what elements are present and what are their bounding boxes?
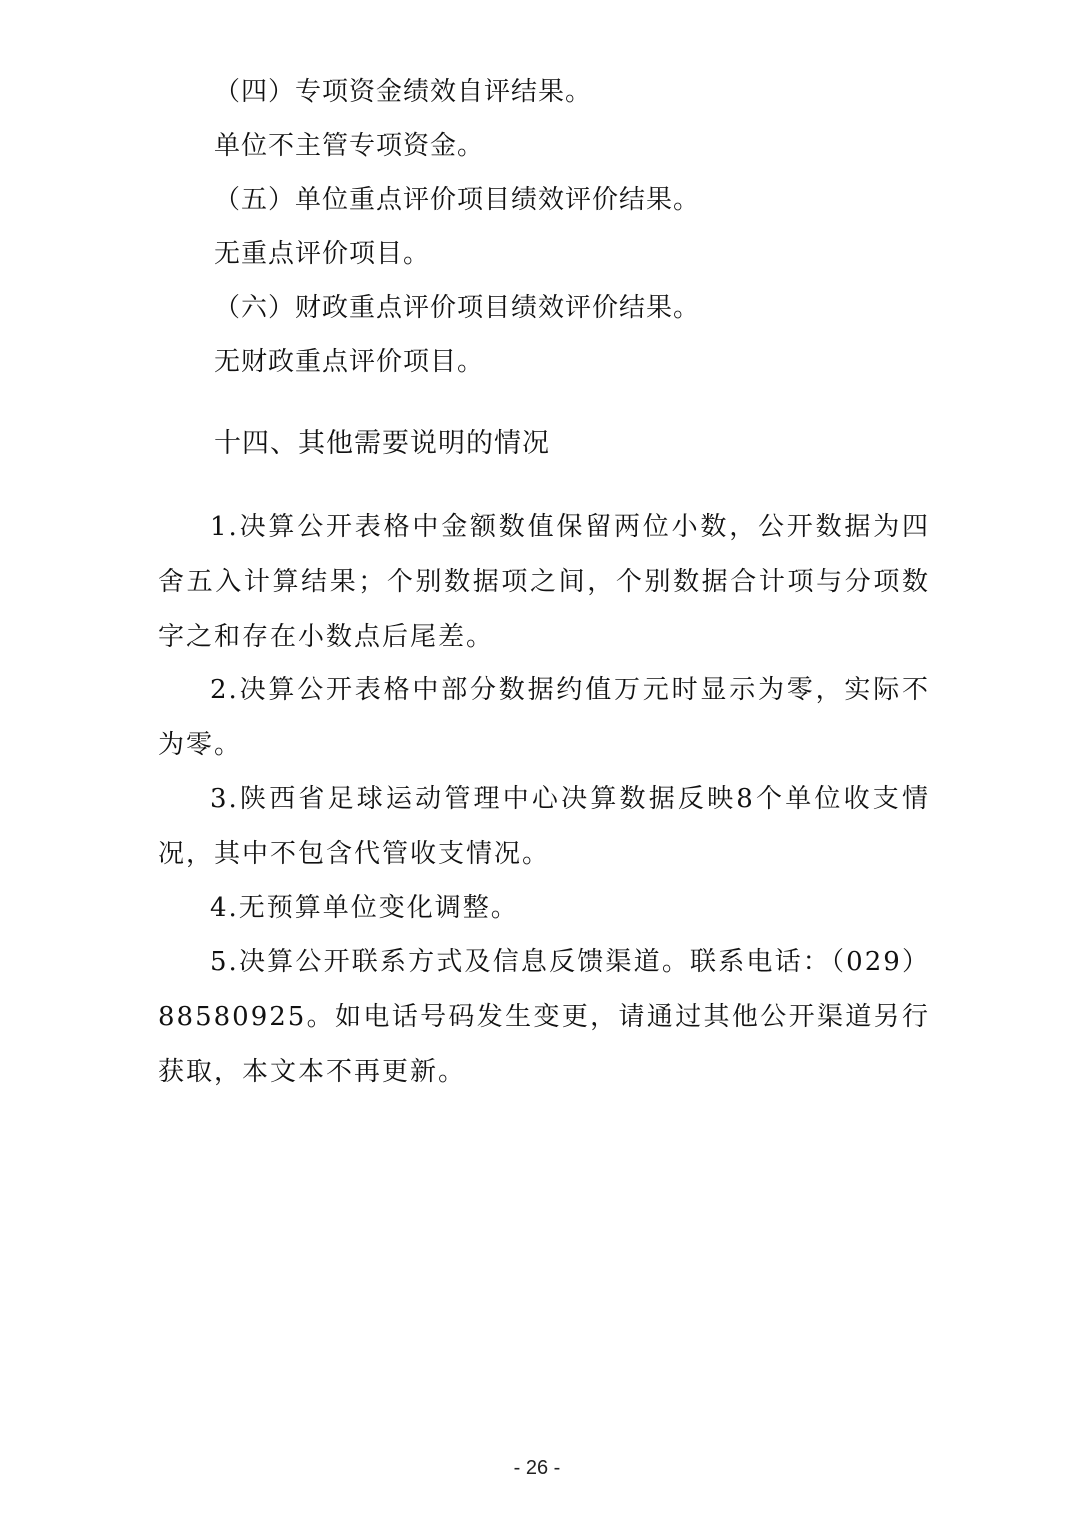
section-item-5: 5.决算公开联系方式及信息反馈渠道。联系电话：（029）88580925。如电话号码发生变更，请通过其他公开渠道另行获取，本文本不再更新。 (158, 947, 930, 1087)
page-number: - 26 - (513, 1457, 561, 1479)
section-item-4: 4.无预算单位变化调整。 (210, 893, 519, 923)
subsection-6-heading: （六）财政重点评价项目绩效评价结果。 (214, 293, 701, 323)
subsection-5-heading: （五）单位重点评价项目绩效评价结果。 (214, 185, 701, 215)
subsection-4-body: 单位不主管专项资金。 (214, 131, 485, 161)
subsection-6-body: 无财政重点评价项目。 (214, 347, 485, 377)
subsection-5-body: 无重点评价项目。 (214, 239, 431, 269)
section-item-1: 1.决算公开表格中金额数值保留两位小数，公开数据为四舍五入计算结果；个别数据项之间，个别数据合计项与分项数字之和存在小数点后尾差。 (158, 512, 930, 652)
section-item-2: 2.决算公开表格中部分数据约值万元时显示为零，实际不为零。 (158, 675, 930, 760)
subsection-4-heading: （四）专项资金绩效自评结果。 (214, 77, 593, 107)
section-item-3: 3.陕西省足球运动管理中心决算数据反映8个单位收支情况，其中不包含代管收支情况。 (158, 784, 930, 869)
section-title: 十四、其他需要说明的情况 (214, 428, 550, 459)
